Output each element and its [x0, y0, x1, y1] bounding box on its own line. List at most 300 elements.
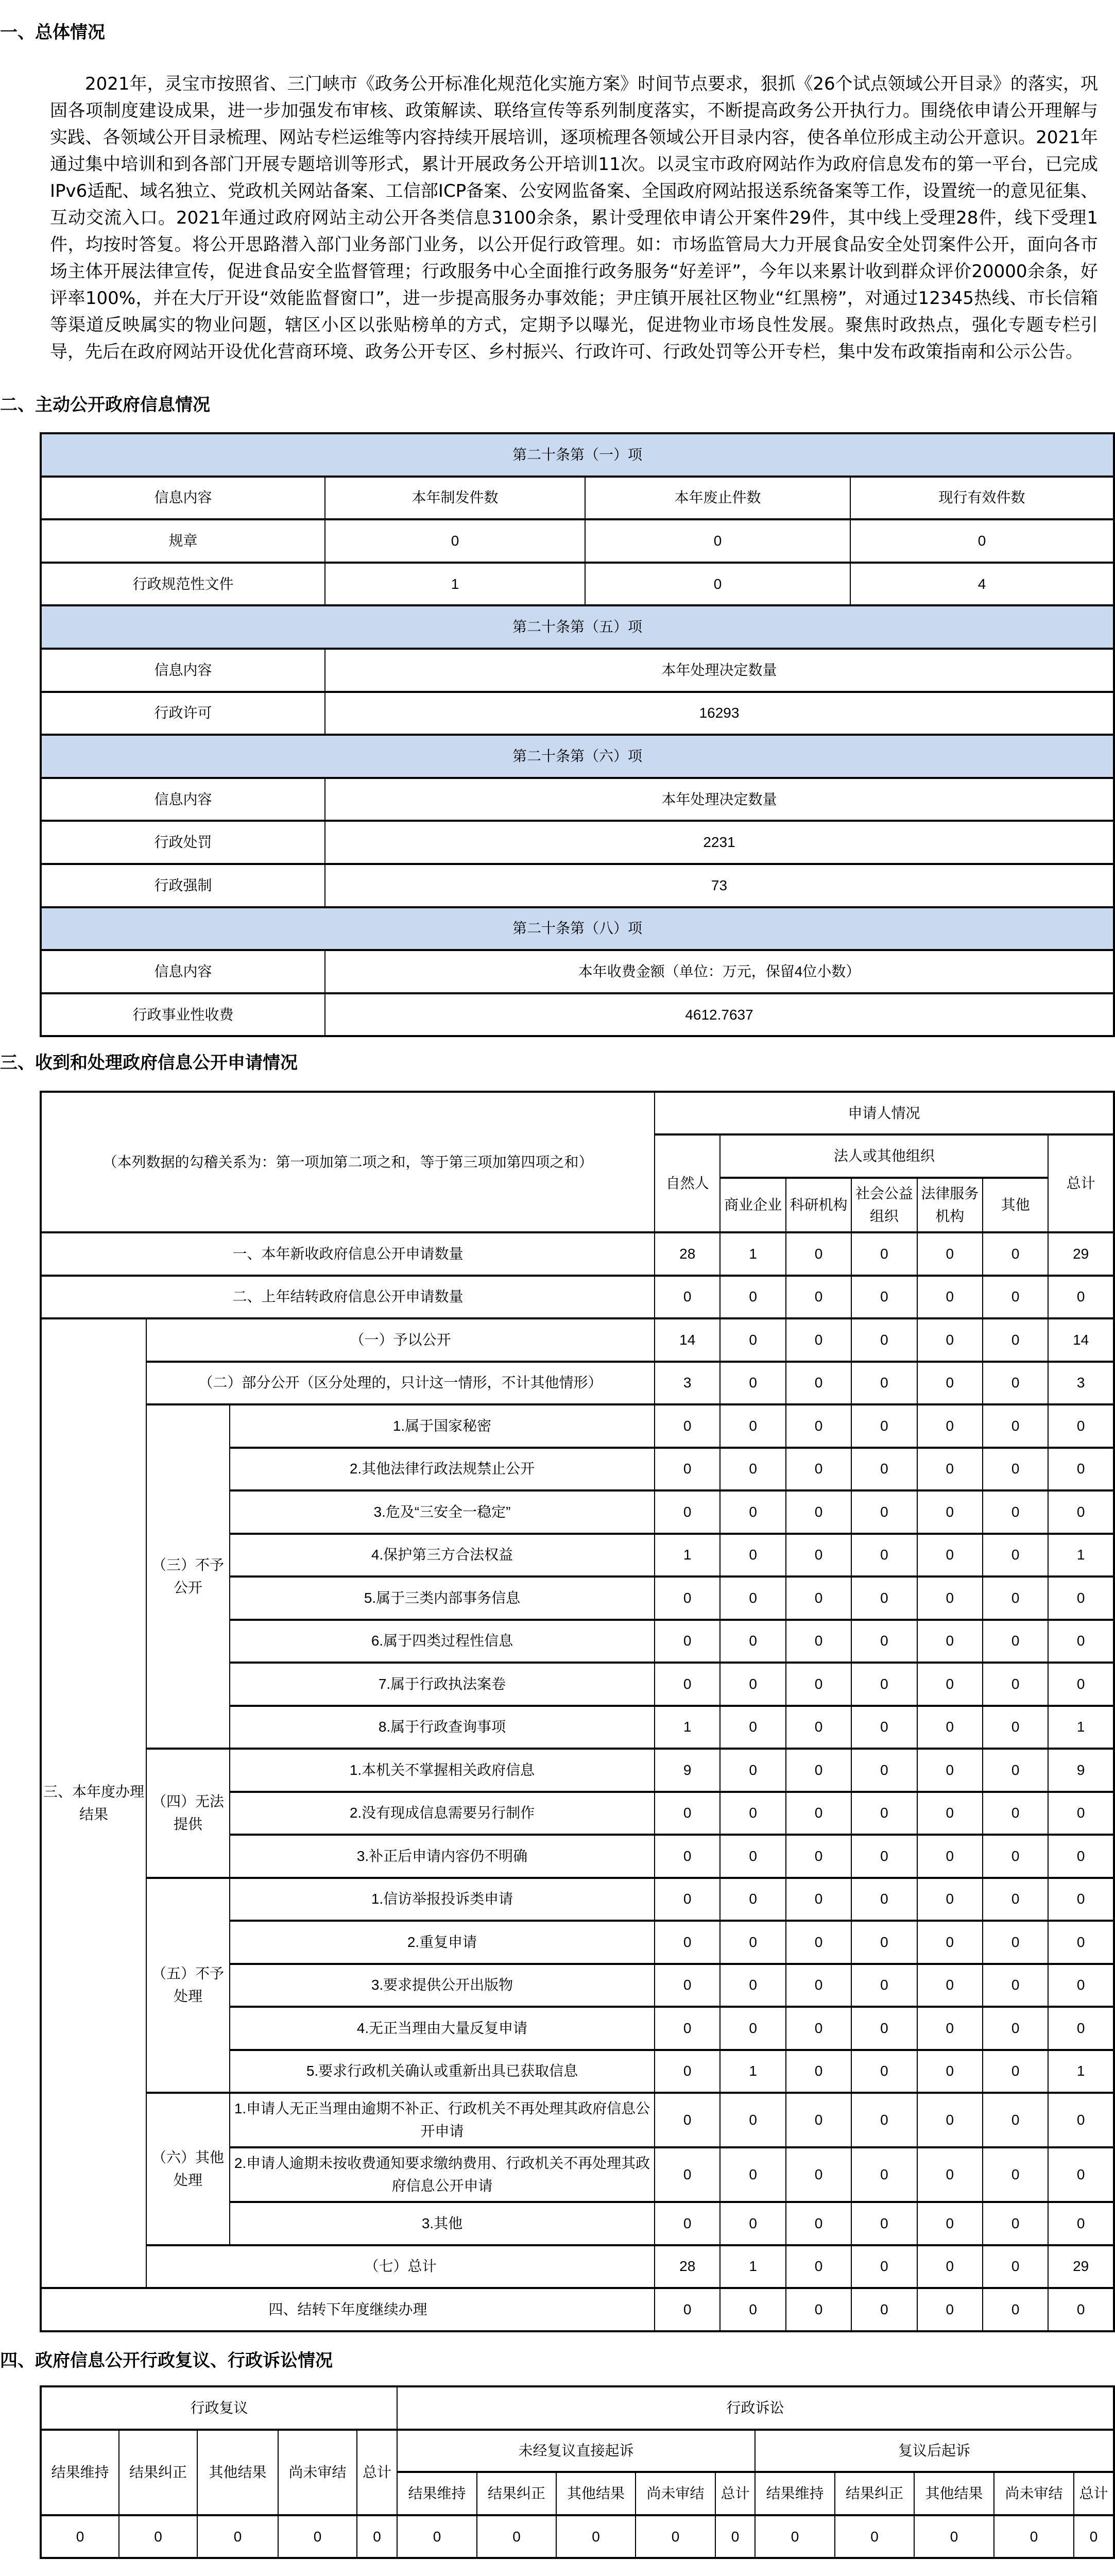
- value-legal-service-org: 0: [917, 2093, 983, 2147]
- value-legal-service-org: 0: [917, 1620, 983, 1663]
- legal-entity-header: 法人或其他组织: [720, 1134, 1048, 1178]
- value-legal-service-org: 0: [917, 1232, 983, 1276]
- header-cell: 信息内容: [41, 950, 325, 993]
- value-research-institution: 0: [786, 1620, 851, 1663]
- value-commercial-enterprise: 0: [720, 1663, 785, 1706]
- value-total: 0: [1048, 2288, 1114, 2331]
- value-public-welfare-org: 0: [851, 2050, 917, 2093]
- other-org-header: 其他: [983, 1178, 1048, 1232]
- value-cell: 0: [556, 2515, 636, 2558]
- withhold-group-label: （三）不予公开: [146, 1404, 230, 1749]
- natural-person-header: 自然人: [655, 1134, 720, 1232]
- value-research-institution: 0: [786, 2050, 851, 2093]
- value-total: 0: [1048, 1620, 1114, 1663]
- article-band-row: [41, 433, 1114, 477]
- header-cell: 结果维持: [41, 2430, 119, 2515]
- not-processed-group-label: （五）不予处理: [146, 1878, 230, 2093]
- header-cell: 尚未审结: [636, 2472, 715, 2515]
- value-total: 29: [1048, 2245, 1114, 2289]
- unable-group-label: （四）无法提供: [146, 1749, 230, 1878]
- row-label: 5.要求行政机关确认或重新出具已获取信息: [230, 2050, 655, 2093]
- value-legal-service-org: 0: [917, 1835, 983, 1878]
- table-header-row: [41, 2430, 1114, 2472]
- value-total: 29: [1048, 1232, 1114, 1276]
- value-public-welfare-org: 0: [851, 1276, 917, 1319]
- value-legal-service-org: 0: [917, 1490, 983, 1534]
- table-header-row: [41, 1092, 1114, 1134]
- value-commercial-enterprise: 0: [720, 2147, 785, 2202]
- value-natural-person: 0: [655, 1878, 720, 1921]
- value-natural-person: 0: [655, 1577, 720, 1620]
- header-cell: 本年处理决定数量: [325, 649, 1114, 692]
- label-cell: 规章: [41, 519, 325, 563]
- value-public-welfare-org: 0: [851, 1620, 917, 1663]
- value-public-welfare-org: 0: [851, 1448, 917, 1491]
- value-research-institution: 0: [786, 2147, 851, 2202]
- value-legal-service-org: 0: [917, 1792, 983, 1835]
- table-row: [41, 1318, 1114, 1362]
- value-other-org: 0: [983, 1706, 1048, 1749]
- table-header-row: [41, 2386, 1114, 2430]
- value-public-welfare-org: 0: [851, 2007, 917, 2050]
- value-legal-service-org: 0: [917, 1878, 983, 1921]
- value-commercial-enterprise: 1: [720, 1232, 785, 1276]
- value-cell: 0: [914, 2515, 994, 2558]
- value-natural-person: 1: [655, 1706, 720, 1749]
- header-cell: 本年废止件数: [585, 477, 850, 520]
- article-title: 第二十条第（五）项: [41, 605, 1114, 649]
- value-total: 9: [1048, 1749, 1114, 1792]
- value-research-institution: 0: [786, 1490, 851, 1534]
- row-label: （二）部分公开（区分处理的，只计这一情形，不计其他情形）: [146, 1362, 655, 1405]
- header-cell: 现行有效件数: [850, 477, 1114, 520]
- results-group-label: 三、本年度办理结果: [41, 1318, 146, 2288]
- value-commercial-enterprise: 0: [720, 1921, 785, 1964]
- value-other-org: 0: [983, 1835, 1048, 1878]
- value-total: 0: [1048, 1448, 1114, 1491]
- value-public-welfare-org: 0: [851, 1792, 917, 1835]
- header-cell: 结果纠正: [477, 2472, 556, 2515]
- value-other-org: 0: [983, 1663, 1048, 1706]
- value-cell: 16293: [325, 692, 1114, 735]
- value-legal-service-org: 0: [917, 2007, 983, 2050]
- value-public-welfare-org: 0: [851, 1835, 917, 1878]
- value-natural-person: 0: [655, 2147, 720, 2202]
- value-commercial-enterprise: 0: [720, 1878, 785, 1921]
- row-label: 6.属于四类过程性信息: [230, 1620, 655, 1663]
- value-legal-service-org: 0: [917, 1663, 983, 1706]
- review-litigation-table: [40, 2385, 1115, 2559]
- value-other-org: 0: [983, 2288, 1048, 2331]
- table-header-row: [41, 778, 1114, 821]
- row-label: 四、结转下年度继续办理: [41, 2288, 655, 2331]
- article-title: 第二十条第（六）项: [41, 735, 1114, 778]
- value-other-org: 0: [983, 1577, 1048, 1620]
- value-total: 0: [1048, 1490, 1114, 1534]
- value-public-welfare-org: 0: [851, 1921, 917, 1964]
- value-other-org: 0: [983, 1276, 1048, 1319]
- header-cell: 其他结果: [556, 2472, 636, 2515]
- value-natural-person: 3: [655, 1362, 720, 1405]
- value-natural-person: 0: [655, 1276, 720, 1319]
- table-row: [41, 2515, 1114, 2558]
- label-cell: 行政许可: [41, 692, 325, 735]
- value-research-institution: 0: [786, 1448, 851, 1491]
- value-legal-service-org: 0: [917, 2245, 983, 2289]
- table-row: [41, 563, 1114, 606]
- value-total: 0: [1048, 1663, 1114, 1706]
- value-public-welfare-org: 0: [851, 1404, 917, 1448]
- value-total: 0: [1048, 2202, 1114, 2245]
- value-natural-person: 0: [655, 1964, 720, 2007]
- value-research-institution: 0: [786, 1577, 851, 1620]
- value-commercial-enterprise: 0: [720, 2093, 785, 2147]
- value-natural-person: 0: [655, 1663, 720, 1706]
- table-header-row: [41, 649, 1114, 692]
- value-commercial-enterprise: 0: [720, 1534, 785, 1577]
- section-heading-review-litigation: 四、政府信息公开行政复议、行政诉讼情况: [0, 2350, 333, 2371]
- row-label: 4.保护第三方合法权益: [230, 1534, 655, 1577]
- row-label: 一、本年新收政府信息公开申请数量: [41, 1232, 655, 1276]
- value-legal-service-org: 0: [917, 1921, 983, 1964]
- value-public-welfare-org: 0: [851, 1232, 917, 1276]
- value-research-institution: 0: [786, 2093, 851, 2147]
- row-label: （一）予以公开: [146, 1318, 655, 1362]
- value-commercial-enterprise: 0: [720, 1404, 785, 1448]
- row-label: 2.没有现成信息需要另行制作: [230, 1792, 655, 1835]
- value-natural-person: 0: [655, 1835, 720, 1878]
- value-research-institution: 0: [786, 1878, 851, 1921]
- requests-table: [40, 1091, 1115, 2332]
- label-cell: 行政规范性文件: [41, 563, 325, 606]
- value-public-welfare-org: 0: [851, 1534, 917, 1577]
- value-cell: 0: [477, 2515, 556, 2558]
- value-other-org: 0: [983, 1318, 1048, 1362]
- header-cell: 其他结果: [914, 2472, 994, 2515]
- value-commercial-enterprise: 0: [720, 1276, 785, 1319]
- header-cell: 信息内容: [41, 649, 325, 692]
- value-legal-service-org: 0: [917, 1276, 983, 1319]
- value-commercial-enterprise: 0: [720, 1964, 785, 2007]
- value-legal-service-org: 0: [917, 1964, 983, 2007]
- value-public-welfare-org: 0: [851, 2245, 917, 2289]
- value-other-org: 0: [983, 1404, 1048, 1448]
- table-header-row: [41, 477, 1114, 520]
- value-cell: 0: [994, 2515, 1074, 2558]
- header-cell: 本年处理决定数量: [325, 778, 1114, 821]
- value-research-institution: 0: [786, 1749, 851, 1792]
- table-row: [41, 821, 1114, 864]
- value-legal-service-org: 0: [917, 1749, 983, 1792]
- value-cell: 0: [1074, 2515, 1114, 2558]
- value-research-institution: 0: [786, 2202, 851, 2245]
- row-label: 1.信访举报投诉类申请: [230, 1878, 655, 1921]
- value-other-org: 0: [983, 1749, 1048, 1792]
- table-row: [41, 1878, 1114, 1921]
- value-commercial-enterprise: 0: [720, 1318, 785, 1362]
- table-row: [41, 519, 1114, 563]
- value-cell: 0: [357, 2515, 397, 2558]
- value-total: 0: [1048, 1792, 1114, 1835]
- value-other-org: 0: [983, 1964, 1048, 2007]
- row-label: 2.申请人逾期未按收费通知要求缴纳费用、行政机关不再处理其政府信息公开申请: [230, 2147, 655, 2202]
- table-row: [41, 1749, 1114, 1792]
- row-label: 3.补正后申请内容仍不明确: [230, 1835, 655, 1878]
- value-cell: 0: [278, 2515, 357, 2558]
- row-label: 3.危及“三安全一稳定”: [230, 1490, 655, 1534]
- value-cell: 0: [835, 2515, 914, 2558]
- value-cell: 0: [325, 519, 585, 563]
- value-cell: 0: [715, 2515, 755, 2558]
- value-cell: 0: [755, 2515, 835, 2558]
- active-disclosure-table: [40, 432, 1115, 1037]
- row-label: 2.重复申请: [230, 1921, 655, 1964]
- row-label: 1.本机关不掌握相关政府信息: [230, 1749, 655, 1792]
- value-public-welfare-org: 0: [851, 1878, 917, 1921]
- header-cell: 其他结果: [197, 2430, 278, 2515]
- value-public-welfare-org: 0: [851, 1318, 917, 1362]
- value-other-org: 0: [983, 1448, 1048, 1491]
- value-research-institution: 0: [786, 1276, 851, 1319]
- value-research-institution: 0: [786, 2007, 851, 2050]
- value-commercial-enterprise: 0: [720, 1792, 785, 1835]
- value-legal-service-org: 0: [917, 1362, 983, 1405]
- row-label: 3.要求提供公开出版物: [230, 1964, 655, 2007]
- administrative-review-header: 行政复议: [41, 2386, 397, 2430]
- section-heading-overview: 一、总体情况: [0, 22, 105, 43]
- row-label: 1.申请人无正当理由逾期不补正、行政机关不再处理其政府信息公开申请: [230, 2093, 655, 2147]
- value-other-org: 0: [983, 2007, 1048, 2050]
- value-total: 0: [1048, 1276, 1114, 1319]
- value-other-org: 0: [983, 1232, 1048, 1276]
- header-cell: 总计: [715, 2472, 755, 2515]
- value-total: 3: [1048, 1362, 1114, 1405]
- header-cell: 总计: [1074, 2472, 1114, 2515]
- table-row: [41, 692, 1114, 735]
- value-natural-person: 0: [655, 1792, 720, 1835]
- value-other-org: 0: [983, 1878, 1048, 1921]
- article-band-row: [41, 605, 1114, 649]
- value-legal-service-org: 0: [917, 1448, 983, 1491]
- value-total: 0: [1048, 1921, 1114, 1964]
- value-other-org: 0: [983, 1620, 1048, 1663]
- applicant-situation-header: 申请人情况: [655, 1092, 1114, 1134]
- value-natural-person: 1: [655, 1534, 720, 1577]
- value-commercial-enterprise: 0: [720, 1835, 785, 1878]
- value-cell: 0: [197, 2515, 278, 2558]
- row-label: 3.其他: [230, 2202, 655, 2245]
- value-public-welfare-org: 0: [851, 1577, 917, 1620]
- section-heading-requests: 三、收到和处理政府信息公开申请情况: [0, 1053, 298, 1073]
- header-cell: 本年收费金额（单位：万元，保留4位小数）: [325, 950, 1114, 993]
- value-public-welfare-org: 0: [851, 2093, 917, 2147]
- value-cell: 2231: [325, 821, 1114, 864]
- value-research-institution: 0: [786, 1835, 851, 1878]
- value-natural-person: 0: [655, 2007, 720, 2050]
- value-other-org: 0: [983, 1362, 1048, 1405]
- header-cell: 总计: [357, 2430, 397, 2515]
- value-research-institution: 0: [786, 1318, 851, 1362]
- value-total: 0: [1048, 2093, 1114, 2147]
- article-title: 第二十条第（一）项: [41, 433, 1114, 477]
- value-research-institution: 0: [786, 2245, 851, 2289]
- value-natural-person: 0: [655, 2050, 720, 2093]
- table-row: [41, 1232, 1114, 1276]
- administrative-litigation-header: 行政诉讼: [397, 2386, 1114, 2430]
- direct-suit-header: 未经复议直接起诉: [397, 2430, 755, 2472]
- label-cell: 行政处罚: [41, 821, 325, 864]
- value-cell: 0: [585, 519, 850, 563]
- value-total: 1: [1048, 1534, 1114, 1577]
- value-other-org: 0: [983, 2093, 1048, 2147]
- value-public-welfare-org: 0: [851, 1663, 917, 1706]
- value-natural-person: 28: [655, 1232, 720, 1276]
- value-cell: 0: [636, 2515, 715, 2558]
- value-cell: 0: [397, 2515, 477, 2558]
- value-legal-service-org: 0: [917, 2147, 983, 2202]
- table-row: [41, 1362, 1114, 1405]
- value-research-institution: 0: [786, 1232, 851, 1276]
- value-total: 0: [1048, 2007, 1114, 2050]
- value-commercial-enterprise: 0: [720, 1362, 785, 1405]
- value-public-welfare-org: 0: [851, 1706, 917, 1749]
- value-other-org: 0: [983, 2245, 1048, 2289]
- value-other-org: 0: [983, 1490, 1048, 1534]
- value-cell: 4: [850, 563, 1114, 606]
- value-cell: 0: [119, 2515, 197, 2558]
- value-cell: 4612.7637: [325, 993, 1114, 1037]
- value-natural-person: 0: [655, 1620, 720, 1663]
- public-welfare-org-header: 社会公益组织: [851, 1178, 917, 1232]
- value-public-welfare-org: 0: [851, 1490, 917, 1534]
- value-public-welfare-org: 0: [851, 2147, 917, 2202]
- table-row: [41, 1404, 1114, 1448]
- value-commercial-enterprise: 0: [720, 1749, 785, 1792]
- value-cell: 0: [41, 2515, 119, 2558]
- other-handling-group-label: （六）其他处理: [146, 2093, 230, 2245]
- value-natural-person: 0: [655, 1404, 720, 1448]
- value-commercial-enterprise: 0: [720, 1577, 785, 1620]
- header-cell: 结果维持: [397, 2472, 477, 2515]
- value-natural-person: 0: [655, 2202, 720, 2245]
- value-legal-service-org: 0: [917, 2202, 983, 2245]
- row-label: 7.属于行政执法案卷: [230, 1663, 655, 1706]
- value-legal-service-org: 0: [917, 1534, 983, 1577]
- row-label: 二、上年结转政府信息公开申请数量: [41, 1276, 655, 1319]
- value-commercial-enterprise: 1: [720, 2050, 785, 2093]
- value-natural-person: 0: [655, 2093, 720, 2147]
- value-public-welfare-org: 0: [851, 1749, 917, 1792]
- value-total: 0: [1048, 1964, 1114, 2007]
- value-other-org: 0: [983, 2147, 1048, 2202]
- value-research-institution: 0: [786, 1362, 851, 1405]
- table-row: [41, 993, 1114, 1037]
- overview-paragraph: 2021年，灵宝市按照省、三门峡市《政务公开标准化规范化实施方案》时间节点要求，狠抓《26个试点领域公开目录》的落实，巩固各项制度建设成果，进一步加强发布审核、政策解读、联络宣传等系列制度落实，不断提高政务公开执行力。围绕依申请公开理解与实践、各领域公开目录梳理、网站专栏运维等内容持续开展培训，逐项梳理各领域公开目录内容，使各单位形成主动公开意识。2021年通过集中培训和到各部门开展专题培训等形式，累计开展政务公开培训11次。以灵宝市政府网站作为政府信息发布的第一平台，已完成IPv6适配、域名独立、党政机关网站备案、工信部ICP备案、公安网监备案、全国政府网站报送系统备案等工作，设置统一的意见征集、互动交流入口。2021年通过政府网站主动公开各类信息3100余条，累计受理依申请公开案件29件，其中线上受理28件，线下受理1件，均按时答复。将公开思路潜入部门业务部门业务，以公开促行政管理。如：市场监管局大力开展食品安全处罚案件公开，面向各市场主体开展法律宣传，促进食品安全监督管理；行政服务中心全面推行政务服务“好差评”，今年以来累计收到群众评价20000余条，好评率100%，并在大厅开设“效能监督窗口”，进一步提高服务办事效能；尹庄镇开展社区物业“红黑榜”，对通过12345热线、市长信箱等渠道反映属实的物业问题，辖区小区以张贴榜单的方式，定期予以曝光，促进物业市场良性发展。聚焦时政热点，强化专题专栏引导，先后在政府网站开设优化营商环境、政务公开专区、乡村振兴、行政许可、行政处罚等公开专栏，集中发布政策指南和公示公告。: [50, 74, 1098, 362]
- value-other-org: 0: [983, 2202, 1048, 2245]
- value-research-institution: 0: [786, 1534, 851, 1577]
- value-natural-person: 0: [655, 1490, 720, 1534]
- consistency-note: （本列数据的勾稽关系为：第一项加第二项之和，等于第三项加第四项之和）: [41, 1092, 655, 1232]
- total-header: 总计: [1048, 1134, 1114, 1232]
- article-title: 第二十条第（八）项: [41, 907, 1114, 951]
- value-total: 0: [1048, 1835, 1114, 1878]
- value-cell: 73: [325, 864, 1114, 907]
- value-commercial-enterprise: 0: [720, 2288, 785, 2331]
- value-legal-service-org: 0: [917, 1404, 983, 1448]
- article-band-row: [41, 907, 1114, 951]
- after-review-suit-header: 复议后起诉: [755, 2430, 1114, 2472]
- row-label: 5.属于三类内部事务信息: [230, 1577, 655, 1620]
- value-other-org: 0: [983, 1792, 1048, 1835]
- row-label: 8.属于行政查询事项: [230, 1706, 655, 1749]
- value-natural-person: 28: [655, 2245, 720, 2289]
- value-research-institution: 0: [786, 1663, 851, 1706]
- value-research-institution: 0: [786, 1404, 851, 1448]
- value-natural-person: 0: [655, 1448, 720, 1491]
- value-total: 0: [1048, 1878, 1114, 1921]
- value-research-institution: 0: [786, 1921, 851, 1964]
- value-commercial-enterprise: 0: [720, 1620, 785, 1663]
- value-legal-service-org: 0: [917, 2288, 983, 2331]
- row-label: 4.无正当理由大量反复申请: [230, 2007, 655, 2050]
- value-public-welfare-org: 0: [851, 2288, 917, 2331]
- value-commercial-enterprise: 1: [720, 2245, 785, 2289]
- table-row: [41, 2245, 1114, 2289]
- table-row: [41, 2288, 1114, 2331]
- value-other-org: 0: [983, 2050, 1048, 2093]
- value-total: 0: [1048, 1577, 1114, 1620]
- value-total: 1: [1048, 2050, 1114, 2093]
- row-label: （七）总计: [146, 2245, 655, 2289]
- header-cell: 结果维持: [755, 2472, 835, 2515]
- value-total: 0: [1048, 2147, 1114, 2202]
- header-cell: 信息内容: [41, 778, 325, 821]
- value-natural-person: 0: [655, 2288, 720, 2331]
- value-public-welfare-org: 0: [851, 1964, 917, 2007]
- table-row: [41, 1276, 1114, 1319]
- article-band-row: [41, 735, 1114, 778]
- value-research-institution: 0: [786, 1964, 851, 2007]
- header-cell: 信息内容: [41, 477, 325, 520]
- label-cell: 行政事业性收费: [41, 993, 325, 1037]
- value-legal-service-org: 0: [917, 2050, 983, 2093]
- section-heading-active-disclosure: 二、主动公开政府信息情况: [0, 395, 210, 415]
- value-commercial-enterprise: 0: [720, 2007, 785, 2050]
- value-total: 1: [1048, 1706, 1114, 1749]
- value-research-institution: 0: [786, 2288, 851, 2331]
- value-commercial-enterprise: 0: [720, 1706, 785, 1749]
- header-cell: 尚未审结: [278, 2430, 357, 2515]
- legal-service-org-header: 法律服务机构: [917, 1178, 983, 1232]
- label-cell: 行政强制: [41, 864, 325, 907]
- header-cell: 本年制发件数: [325, 477, 585, 520]
- table-header-row: [41, 950, 1114, 993]
- value-research-institution: 0: [786, 1706, 851, 1749]
- row-label: 2.其他法律行政法规禁止公开: [230, 1448, 655, 1491]
- research-institution-header: 科研机构: [786, 1178, 851, 1232]
- value-public-welfare-org: 0: [851, 1362, 917, 1405]
- value-cell: 1: [325, 563, 585, 606]
- value-legal-service-org: 0: [917, 1318, 983, 1362]
- value-research-institution: 0: [786, 1792, 851, 1835]
- value-natural-person: 9: [655, 1749, 720, 1792]
- value-commercial-enterprise: 0: [720, 1490, 785, 1534]
- value-cell: 0: [585, 563, 850, 606]
- value-legal-service-org: 0: [917, 1577, 983, 1620]
- value-public-welfare-org: 0: [851, 2202, 917, 2245]
- table-row: [41, 2093, 1114, 2147]
- value-commercial-enterprise: 0: [720, 1448, 785, 1491]
